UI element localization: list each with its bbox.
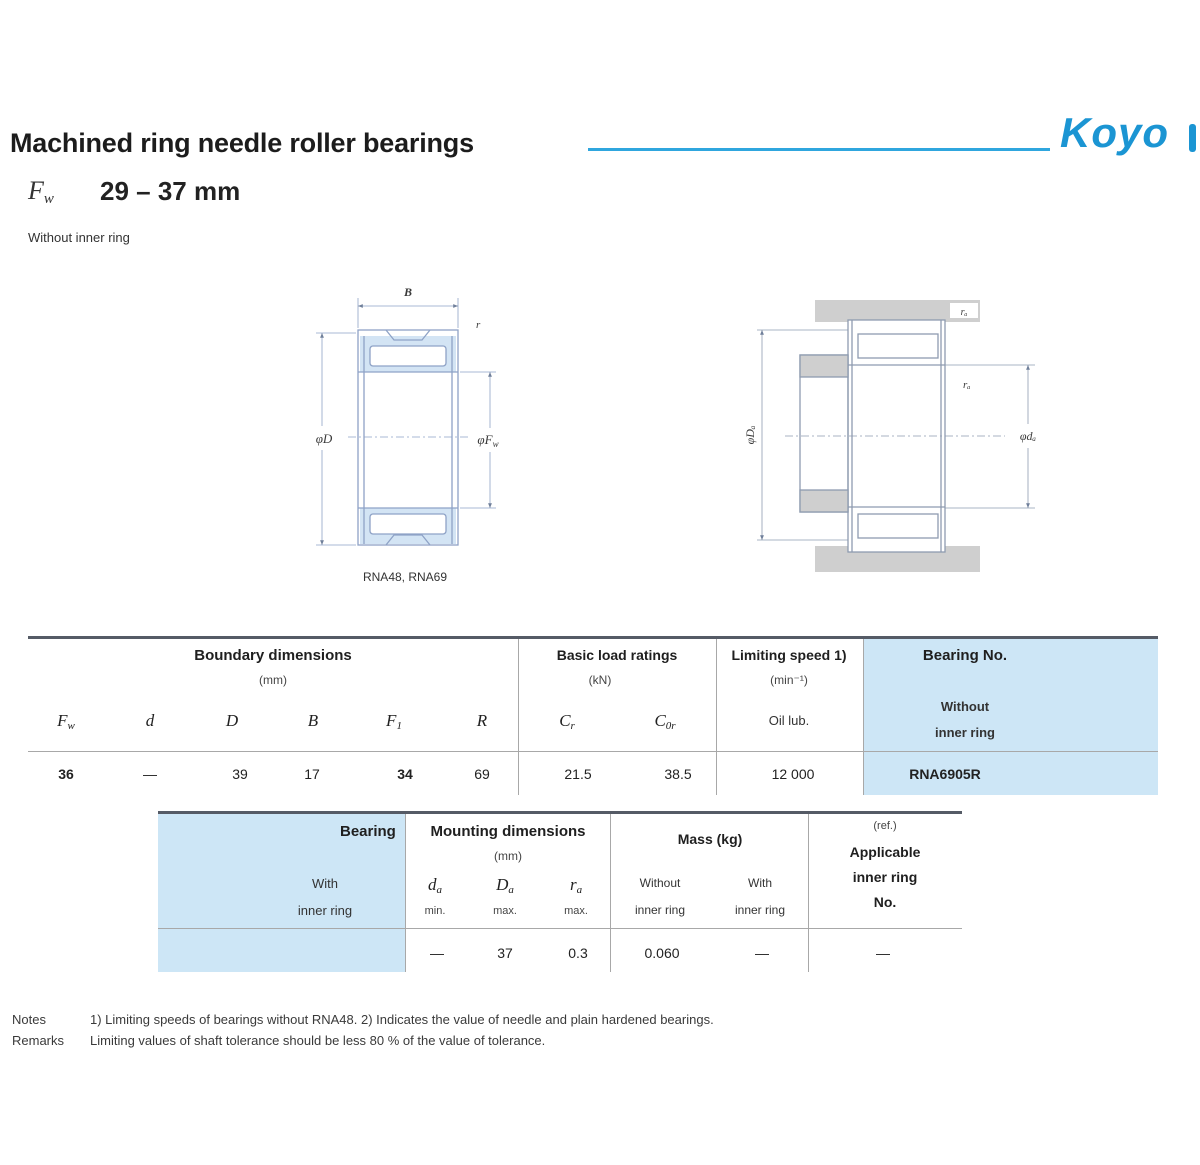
secondary-table-header-rule: [158, 928, 962, 929]
cell-B: 17: [304, 766, 320, 782]
col-da-main: d: [428, 875, 437, 894]
cell-D: 39: [232, 766, 248, 782]
col-without-inner-2: inner ring: [935, 725, 995, 740]
shaft-outline: [800, 355, 848, 512]
divider-load: [518, 639, 519, 795]
col-mass-with-1: With: [748, 876, 772, 890]
header-applicable-2: inner ring: [852, 869, 918, 885]
divider-bearing: [863, 639, 864, 795]
note-label-2: Remarks: [12, 1033, 65, 1048]
col-fw-sub: w: [67, 720, 75, 732]
bearing-section-drawing: [300, 280, 520, 570]
header-bearing-no: Bearing No.: [922, 647, 1008, 664]
note-text-2: Limiting values of shaft tolerance should be less 80 % of the value of tolerance.: [90, 1033, 546, 1048]
cell-c0r: 38.5: [664, 766, 692, 782]
header-load-ratings: Basic load ratings: [556, 647, 678, 663]
dim-D-label: φD: [315, 431, 333, 446]
col-ra-limit: max.: [564, 905, 588, 917]
drawing-caption: RNA48, RNA69: [362, 570, 448, 584]
col-Da: [496, 875, 514, 896]
note-text-1: 1) Limiting speeds of bearings without RNA48. 2) Indicates the value of needle and plain hardened bearings.: [90, 1012, 714, 1027]
title-rule: [588, 148, 1050, 151]
dim-da-label: φdₐ: [1019, 429, 1037, 443]
note-label-1: Notes: [12, 1012, 46, 1027]
col-fw: [57, 711, 75, 732]
header-applicable-3: No.: [873, 894, 897, 910]
mount-roller-bottom: [858, 514, 938, 538]
roller-bottom: [370, 514, 446, 534]
col-Da-limit: max.: [493, 905, 517, 917]
fillet-top-label: rₐ: [960, 307, 968, 318]
col-oil-lub: Oil lub.: [768, 713, 810, 728]
cell-da: —: [430, 945, 444, 961]
fillet-label: rₐ: [963, 379, 971, 391]
header-boundary-unit: (mm): [259, 673, 287, 687]
header-ref: (ref.): [873, 820, 897, 832]
col-mass-without-1: Without: [639, 876, 681, 890]
col-f1-main: F: [386, 711, 397, 730]
dim-Fw-label-sub: w: [492, 439, 499, 449]
col-cr-sub: r: [570, 720, 575, 732]
col-cr-main: C: [559, 711, 571, 730]
col-Da-main: D: [496, 875, 509, 894]
dim-Fw-label: [477, 432, 498, 449]
cell-ra: 0.3: [568, 945, 588, 961]
divider-mass: [610, 814, 611, 972]
col-Da-sub: a: [508, 884, 514, 896]
brand-mark-fragment: [1189, 124, 1196, 152]
header-boundary-dimensions: Boundary dimensions: [194, 647, 352, 664]
col-c0r: [654, 711, 676, 732]
range-symbol-main: F: [28, 176, 44, 205]
col-ra-sub: a: [576, 884, 583, 896]
col-mass-without-2: inner ring: [634, 903, 686, 917]
dim-r-label: r: [476, 319, 481, 331]
bearing-no-column-bg: [863, 639, 1158, 795]
col-d: d: [145, 711, 155, 730]
divider-speed: [716, 639, 717, 795]
header-load-unit: (kN): [588, 673, 612, 687]
col-da: [428, 875, 442, 896]
col-fw-main: F: [57, 711, 68, 730]
main-table-header-rule: [28, 751, 1158, 752]
dim-Fw-label-main: φF: [477, 432, 493, 447]
divider-mounting: [405, 814, 406, 972]
divider-applicable: [808, 814, 809, 972]
dim-Da-label: φDₐ: [743, 425, 757, 445]
cell-mass-with: —: [755, 945, 769, 961]
header-mass: Mass (kg): [677, 831, 743, 847]
cell-r: 69: [474, 766, 490, 782]
col-mass-with-2: inner ring: [734, 903, 786, 917]
header-with-inner-2: inner ring: [297, 903, 353, 918]
cell-d: —: [143, 766, 157, 782]
col-ra-main: r: [569, 875, 577, 894]
header-bearing: Bearing: [340, 823, 396, 840]
shaft-shoulder-bottom: [800, 490, 848, 512]
range-text: 29 – 37 mm: [100, 176, 241, 206]
brand-logo: Koyo: [1060, 109, 1169, 156]
col-D: D: [225, 711, 239, 730]
main-table-top-rule: [28, 636, 1158, 639]
cell-bearing-no: RNA6905R: [909, 766, 981, 782]
cell-f1: 34: [397, 766, 413, 782]
col-c0r-main: C: [654, 711, 666, 730]
col-r: R: [476, 711, 488, 730]
cell-Da: 37: [497, 945, 513, 961]
col-cr: [559, 711, 575, 732]
page-subtitle: Without inner ring: [28, 230, 130, 245]
dim-B-label: B: [403, 285, 413, 299]
cell-oil-lub: 12 000: [771, 766, 815, 782]
col-ra: [569, 875, 583, 896]
header-limiting-speed: Limiting speed 1): [731, 647, 847, 663]
mount-roller-top: [858, 334, 938, 358]
header-mounting-dimensions: Mounting dimensions: [430, 823, 586, 840]
header-with-inner-1: With: [312, 876, 338, 891]
roller-top: [370, 346, 446, 366]
col-c0r-sub: 0r: [665, 720, 676, 732]
header-speed-unit: (min⁻¹): [770, 673, 808, 687]
header-applicable-1: Applicable: [849, 844, 921, 860]
mounting-drawing: [745, 290, 1050, 580]
range-symbol-sub: w: [43, 191, 54, 207]
shaft-shoulder-top: [800, 355, 848, 377]
col-f1: [386, 711, 402, 732]
col-da-limit: min.: [424, 905, 446, 917]
col-f1-sub: 1: [396, 720, 402, 732]
col-B: B: [307, 711, 319, 730]
col-without-inner-1: Without: [940, 699, 990, 714]
cell-mass-without: 0.060: [644, 945, 680, 961]
cell-cr: 21.5: [564, 766, 592, 782]
cell-fw: 36: [58, 766, 74, 782]
range-symbol: [28, 176, 54, 207]
header-mounting-unit: (mm): [494, 849, 522, 863]
page-title: Machined ring needle roller bearings: [10, 128, 474, 158]
secondary-table-top-rule: [158, 811, 962, 814]
col-da-sub: a: [436, 884, 442, 896]
cell-applicable-no: —: [876, 945, 890, 961]
